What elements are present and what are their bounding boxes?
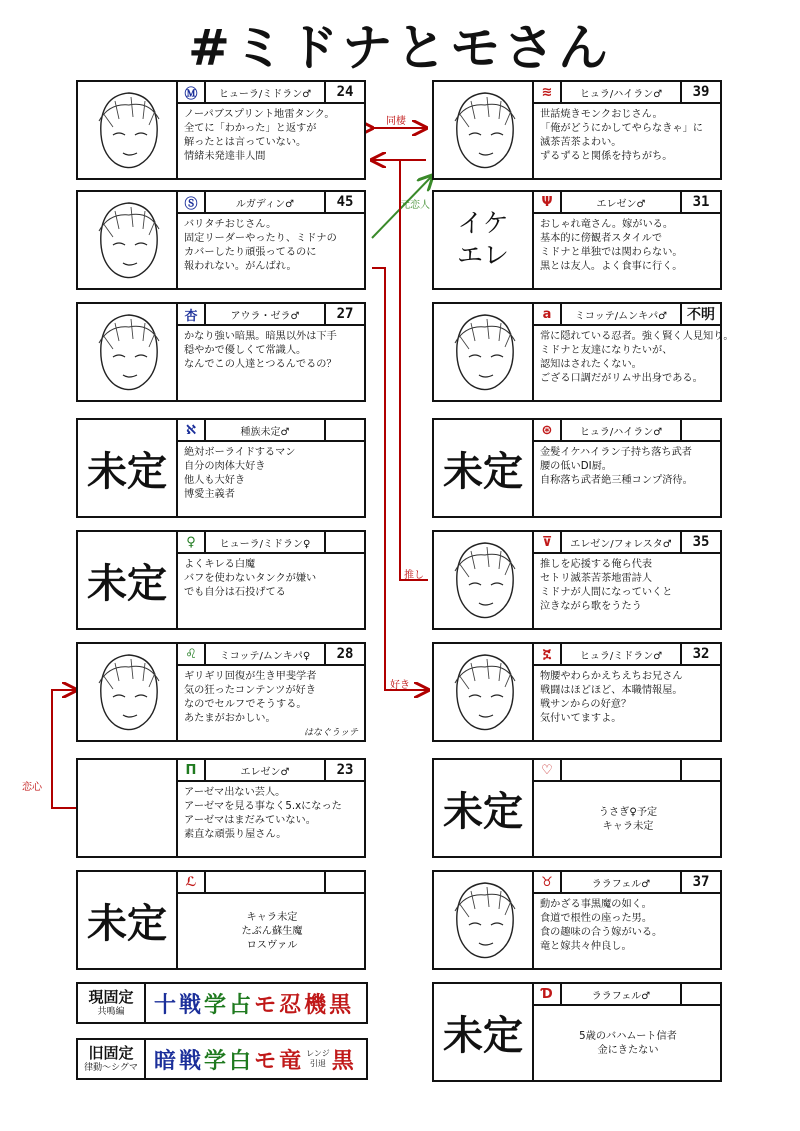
card-header bbox=[534, 644, 720, 666]
character-description bbox=[540, 446, 716, 514]
job-icon: ኟ bbox=[534, 644, 562, 664]
team-member-job: モ bbox=[254, 1047, 277, 1074]
description-line: 全てに「わかった」と返すが bbox=[184, 123, 317, 134]
face-sketch-icon bbox=[435, 533, 531, 627]
description-line: 物腰やわらかえちえちお兄さん bbox=[540, 671, 683, 682]
race-gender: ヒューラ/ミドラン♀ bbox=[219, 538, 311, 550]
face-sketch-icon bbox=[79, 193, 175, 287]
character-card bbox=[432, 530, 722, 630]
race-gender: エレゼン♂ bbox=[596, 198, 646, 210]
team-label: 旧固定 bbox=[88, 1043, 134, 1062]
description-line: よくキレる白魔 bbox=[184, 559, 256, 570]
portrait bbox=[78, 760, 178, 856]
portrait bbox=[78, 532, 178, 628]
face-sketch-icon bbox=[79, 645, 175, 739]
description-line: アーゼマはまだみていない。 bbox=[184, 815, 316, 826]
portrait-undecided-text: 未定 bbox=[443, 447, 523, 495]
team-member-job: 白 bbox=[229, 1047, 252, 1074]
card-header bbox=[534, 420, 720, 442]
age bbox=[324, 872, 364, 892]
job-icon: ≋ bbox=[534, 82, 562, 102]
description-line: 情緒未発達非人間 bbox=[184, 151, 266, 162]
team-member-job: 学 bbox=[204, 1047, 227, 1074]
job-icon: ♀ bbox=[178, 532, 206, 552]
portrait-undecided-text: 未定 bbox=[443, 1011, 523, 1059]
portrait bbox=[78, 192, 178, 288]
character-card bbox=[76, 870, 366, 970]
portrait bbox=[434, 984, 534, 1080]
description-line: おしゃれ竜さん。嫁がいる。 bbox=[540, 219, 674, 230]
character-card bbox=[432, 982, 722, 1082]
team-members bbox=[154, 986, 354, 1020]
description-line: 「俺がどうにかしてやらなきゃ」に bbox=[540, 123, 703, 134]
face-sketch-icon bbox=[435, 305, 531, 399]
character-card bbox=[76, 80, 366, 180]
character-card bbox=[432, 302, 734, 402]
character-description bbox=[184, 330, 360, 398]
card-header bbox=[534, 532, 720, 554]
character-card bbox=[432, 758, 722, 858]
description-line: なのでセルフでそうする。 bbox=[184, 699, 307, 710]
age: 39 bbox=[680, 82, 720, 102]
age bbox=[324, 532, 364, 552]
job-icon: ℒ bbox=[178, 872, 206, 892]
description-line: 認知はされたくない。 bbox=[540, 359, 642, 370]
card-header bbox=[534, 760, 720, 782]
team-member-job: 占 bbox=[229, 991, 252, 1018]
description-line: 常に隠れている忍者。強く賢く人見知り。 bbox=[540, 331, 734, 342]
job-icon: ♡ bbox=[534, 760, 562, 780]
description-line: キャラ未定 bbox=[246, 912, 298, 923]
description-line: ミドナが人間になっていくと bbox=[540, 587, 673, 598]
description-line: 食の趣味の合う嫁がいる。 bbox=[540, 927, 663, 938]
character-card bbox=[432, 870, 722, 970]
portrait-text bbox=[457, 208, 509, 272]
portrait bbox=[434, 192, 534, 288]
description-line: 穏やかで優しくて常識人。 bbox=[184, 345, 307, 356]
character-card bbox=[76, 642, 366, 742]
character-card bbox=[432, 642, 722, 742]
character-description bbox=[540, 330, 734, 398]
relation-label-suki: 好き bbox=[390, 680, 410, 691]
age: 32 bbox=[680, 644, 720, 664]
description-line: 報われない。がんばれ。 bbox=[184, 261, 297, 272]
card-header bbox=[178, 304, 364, 326]
description-line: 素直な頑張り屋さん。 bbox=[184, 829, 287, 840]
description-line: 腰の低いDI厨。 bbox=[540, 461, 612, 472]
team-label: 現固定 bbox=[88, 987, 134, 1006]
portrait bbox=[434, 644, 534, 740]
job-icon: 杏 bbox=[178, 304, 206, 324]
team-current bbox=[76, 982, 368, 1024]
character-card bbox=[76, 418, 366, 518]
description-line: でも自分は石投げてる bbox=[184, 587, 286, 598]
artist-signature: はなぐうッテ bbox=[303, 728, 358, 738]
description-line: うさぎ♀予定 bbox=[598, 807, 658, 818]
description-line: 固定リーダーやったり、ミドナの bbox=[184, 233, 337, 244]
character-description bbox=[184, 446, 360, 514]
character-description bbox=[184, 786, 360, 854]
description-line: 自称落ち武者絶三種コンプ済待。 bbox=[540, 475, 693, 486]
description-line: アーゼマ出ない芸人。 bbox=[184, 787, 286, 798]
age bbox=[324, 420, 364, 440]
portrait bbox=[78, 644, 178, 740]
race-gender: ミコッテ/ムンキパ♀ bbox=[219, 650, 311, 662]
description-line: バフを使わないタンクが嫌い bbox=[184, 573, 317, 584]
portrait-undecided-text: 未定 bbox=[87, 447, 167, 495]
description-line: キャラ未定 bbox=[602, 821, 654, 832]
job-icon: ♌ bbox=[178, 644, 206, 664]
character-description bbox=[540, 670, 716, 738]
portrait-undecided-text: 未定 bbox=[87, 559, 167, 607]
portrait bbox=[434, 532, 534, 628]
race-gender: ララフェル♂ bbox=[591, 878, 651, 890]
portrait bbox=[78, 872, 178, 968]
character-description bbox=[184, 108, 360, 176]
job-icon: a bbox=[534, 304, 562, 324]
age: 24 bbox=[324, 82, 364, 102]
job-icon: Ⓜ bbox=[178, 82, 206, 102]
character-description bbox=[540, 108, 716, 176]
card-header bbox=[178, 532, 364, 554]
character-card bbox=[432, 418, 722, 518]
relation-label-koigokoro: 恋心 bbox=[22, 782, 42, 793]
age: 35 bbox=[680, 532, 720, 552]
relation-line-koigokoro bbox=[52, 690, 76, 808]
character-card bbox=[76, 758, 366, 858]
team-member-job: 暗 bbox=[154, 1047, 177, 1074]
description-line: かなり強い暗黒。暗黒以外は下手 bbox=[184, 331, 337, 342]
description-line: 世話焼きモンクおじさん。 bbox=[540, 109, 663, 120]
description-line: ロスヴァル bbox=[246, 940, 298, 951]
race-gender: エレゼン/フォレスタ♂ bbox=[570, 538, 672, 550]
description-line: 竜と嫁共々仲良し。 bbox=[540, 941, 632, 952]
face-sketch-icon bbox=[79, 83, 175, 177]
character-card bbox=[76, 530, 366, 630]
character-card bbox=[432, 80, 722, 180]
portrait-text-line: エレ bbox=[456, 241, 509, 271]
team-member-job: 忍 bbox=[279, 991, 302, 1018]
description-line: 戦闘はほどほど、本職情報屋。 bbox=[540, 685, 683, 696]
character-description bbox=[540, 786, 716, 854]
description-line: なんでこの人達とつるんでるの？ bbox=[184, 359, 337, 370]
portrait bbox=[434, 304, 534, 400]
description-line: セトリ滅茶苦茶地雷詩人 bbox=[540, 573, 653, 584]
portrait-undecided-text: 未定 bbox=[443, 787, 523, 835]
age: 28 bbox=[324, 644, 364, 664]
relation-line-oshi bbox=[400, 160, 428, 580]
age: 不明 bbox=[680, 304, 720, 324]
relation-label-oshi: 推し bbox=[404, 570, 424, 581]
character-card bbox=[76, 302, 366, 402]
description-line: 金髪イケハイラン子持ち落ち武者 bbox=[540, 447, 692, 458]
age: 31 bbox=[680, 192, 720, 212]
team-member-job: 竜 bbox=[279, 1047, 302, 1074]
job-icon: Π bbox=[178, 760, 206, 780]
card-header bbox=[178, 192, 364, 214]
team-member-job: 戦 bbox=[179, 991, 202, 1018]
description-line: カバーしたり頑張ってるのに bbox=[184, 247, 317, 258]
team-member-job: 学 bbox=[204, 991, 227, 1018]
card-header bbox=[178, 644, 364, 666]
relation-label-dosei: 同棲 bbox=[386, 116, 406, 127]
job-icon: Ψ bbox=[534, 192, 562, 212]
race-gender: ヒュラ/ハイラン♂ bbox=[579, 88, 663, 100]
face-sketch-icon bbox=[435, 645, 531, 739]
description-line: 博愛主義者 bbox=[184, 489, 235, 500]
age: 23 bbox=[324, 760, 364, 780]
description-line: 食道で根性の座った男。 bbox=[540, 913, 653, 924]
description-line: 滅茶苦茶よわい。 bbox=[540, 137, 622, 148]
description-line: ミドナと友達になりたいが、 bbox=[540, 345, 673, 356]
job-icon: ⊛ bbox=[534, 420, 562, 440]
job-icon: ⊽ bbox=[534, 532, 562, 552]
race-gender: ララフェル♂ bbox=[591, 990, 651, 1002]
age: 37 bbox=[680, 872, 720, 892]
face-sketch-icon bbox=[79, 305, 175, 399]
team-member-job: 十 bbox=[154, 991, 177, 1018]
job-icon: ℵ bbox=[178, 420, 206, 440]
card-header bbox=[534, 304, 720, 326]
description-line: あたまがおかしい。 bbox=[184, 713, 276, 724]
description-line: ずるずると関係を持ちがち。 bbox=[540, 151, 673, 162]
age: 45 bbox=[324, 192, 364, 212]
character-description bbox=[540, 218, 716, 286]
description-line: 自分の肉体大好き bbox=[184, 461, 266, 472]
job-icon: Ɗ bbox=[534, 984, 562, 1004]
relation-label-motokoibito: 元恋人 bbox=[400, 200, 430, 211]
race-gender: ルガディン♂ bbox=[235, 198, 295, 210]
description-line: 戦サンからの好意？ bbox=[540, 699, 632, 710]
team-member-job: 黒 bbox=[331, 1047, 354, 1074]
race-gender bbox=[206, 872, 324, 892]
card-header bbox=[534, 82, 720, 104]
portrait bbox=[78, 420, 178, 516]
card-header bbox=[534, 192, 720, 214]
team-note bbox=[306, 1049, 330, 1069]
team-sublabel: 共鳴編 bbox=[97, 1006, 125, 1017]
description-line: 推しを応援する俺ら代表 bbox=[540, 559, 653, 570]
race-gender bbox=[562, 760, 680, 780]
description-line: ギリギリ回復が生き甲斐学者 bbox=[184, 671, 317, 682]
race-gender: 種族未定♂ bbox=[240, 426, 290, 438]
portrait bbox=[434, 82, 534, 178]
race-gender: ヒュラ/ミドラン♂ bbox=[579, 650, 663, 662]
job-icon: Ⓢ bbox=[178, 192, 206, 212]
character-description bbox=[540, 558, 716, 626]
job-icon: ♉ bbox=[534, 872, 562, 892]
character-card bbox=[432, 190, 722, 290]
card-header bbox=[178, 872, 364, 894]
age bbox=[680, 984, 720, 1004]
race-gender: ミコッテ/ムンキパ♂ bbox=[574, 310, 668, 322]
description-line: ノーパブスプリント地雷タンク。 bbox=[184, 109, 335, 120]
description-line: 動かざる事黒魔の如く。 bbox=[540, 899, 652, 910]
card-header bbox=[178, 760, 364, 782]
description-line: 5歳のバハムート信者 bbox=[579, 1031, 677, 1042]
portrait bbox=[78, 82, 178, 178]
description-line: ござる口調だがリムサ出身である。 bbox=[540, 373, 703, 384]
race-gender: エレゼン♂ bbox=[240, 766, 290, 778]
character-card bbox=[76, 190, 366, 290]
face-sketch-icon bbox=[435, 83, 531, 177]
race-gender: ヒュラ/ハイラン♂ bbox=[579, 426, 663, 438]
character-description bbox=[184, 558, 360, 626]
team-members bbox=[154, 1042, 357, 1076]
portrait bbox=[434, 420, 534, 516]
age bbox=[680, 760, 720, 780]
character-description bbox=[184, 898, 360, 966]
age bbox=[680, 420, 720, 440]
description-line: 絶対ボーライドするマン bbox=[184, 447, 296, 458]
card-header bbox=[178, 420, 364, 442]
race-gender: アウラ・ゼラ♂ bbox=[230, 310, 300, 322]
description-line: バリタチおじさん。 bbox=[184, 219, 277, 230]
team-previous bbox=[76, 1038, 368, 1080]
description-line: 解ったとは言っていない。 bbox=[184, 137, 307, 148]
team-sublabel: 律動〜シグマ bbox=[84, 1062, 138, 1073]
face-sketch-icon bbox=[435, 873, 531, 967]
team-note-line: 引退 bbox=[309, 1059, 326, 1068]
card-header bbox=[534, 872, 720, 894]
page-title: #ミドナとモさん bbox=[188, 19, 612, 77]
age: 27 bbox=[324, 304, 364, 324]
description-line: ミドナと単独では関わらない。 bbox=[540, 247, 683, 258]
character-description bbox=[540, 898, 716, 966]
description-line: 泣きながら歌をうたう bbox=[540, 601, 642, 612]
description-line: たぶん蘇生魔 bbox=[241, 926, 303, 937]
description-line: 気付いてますよ。 bbox=[540, 713, 622, 724]
character-description bbox=[540, 1010, 716, 1078]
team-member-job: 戦 bbox=[179, 1047, 202, 1074]
team-member-job: モ bbox=[254, 991, 277, 1018]
team-member-job: 黒 bbox=[329, 991, 352, 1018]
description-line: 黒とは友人。よく食事に行く。 bbox=[540, 261, 683, 272]
description-line: 他人も大好き bbox=[184, 475, 246, 486]
card-header bbox=[534, 984, 720, 1006]
portrait bbox=[78, 304, 178, 400]
portrait-undecided-text: 未定 bbox=[87, 899, 167, 947]
character-description bbox=[184, 218, 360, 286]
description-line: 気の狂ったコンテンツが好き bbox=[184, 685, 316, 696]
description-line: 基本的に傍観者スタイルで bbox=[540, 233, 663, 244]
portrait bbox=[434, 760, 534, 856]
description-line: アーゼマを見る事なく5.xになった bbox=[184, 801, 342, 812]
portrait-text-line: イケ bbox=[457, 209, 509, 239]
team-member-job: 機 bbox=[304, 991, 327, 1018]
portrait bbox=[434, 872, 534, 968]
card-header bbox=[178, 82, 364, 104]
race-gender: ヒューラ/ミドラン♂ bbox=[218, 88, 312, 100]
team-note-line: レンジ bbox=[306, 1049, 330, 1058]
description-line: 金にきたない bbox=[597, 1045, 659, 1056]
